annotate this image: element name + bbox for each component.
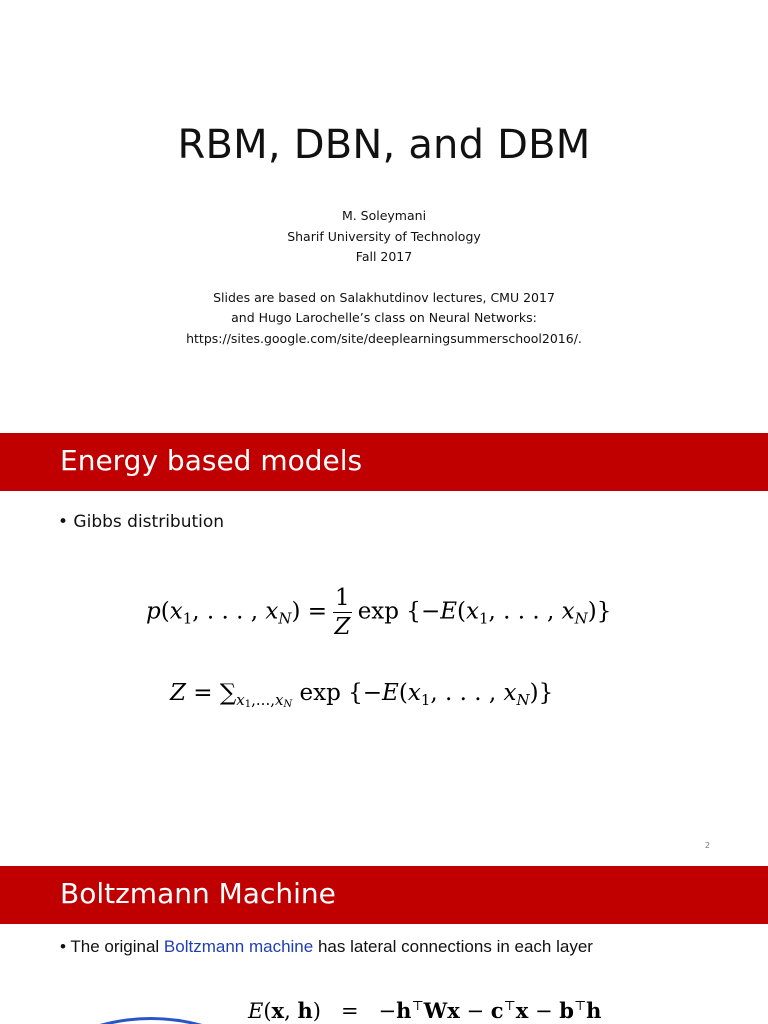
term-label: Fall 2017 xyxy=(355,249,413,264)
title-slide xyxy=(0,0,768,432)
bullet-boltzmann xyxy=(60,935,620,959)
boltzmann-machine-link[interactable]: Boltzmann machine xyxy=(163,937,314,956)
bullet-text: • The original xyxy=(60,937,164,956)
energy-models-slide xyxy=(0,432,768,865)
network-diagram-edge xyxy=(96,1015,206,1024)
institution-name: Sharif University of Technology xyxy=(287,228,481,244)
slide-number: 2 xyxy=(704,841,710,850)
slide-header-bar xyxy=(0,433,768,491)
author-name: M. Soleymani xyxy=(341,208,427,223)
title-slide-info xyxy=(0,206,768,349)
bullet-text: has lateral connections in each layer xyxy=(313,937,593,956)
energy-equation: E(x, h) = −h⊤Wx − c⊤x − b⊤h xyxy=(248,998,602,1023)
credits-url: https://sites.google.com/site/deeplearningsummerschool2016/. xyxy=(186,330,582,346)
boltzmann-machine-slide xyxy=(0,865,768,1024)
slide-header-bar xyxy=(0,866,768,924)
slide-title: Boltzmann Machine xyxy=(60,877,336,910)
credits-line-2: and Hugo Larochelle’s class on Neural Networks: xyxy=(231,310,537,325)
presentation-title: RBM, DBN, and DBM xyxy=(177,122,591,168)
bullet-gibbs: • Gibbs distribution xyxy=(58,512,225,532)
slide-title: Energy based models xyxy=(60,444,363,477)
gibbs-equation: $p(x_1$, . . . , $x_N$) = $\frac{1}{Z}$ $\exp \{-E(x_1$, . . . , $x_N$)} xyxy=(146,585,612,640)
partition-function-equation: $Z = \sum_{x1,...,xN}$ $\exp \{-E(x_1$, . . . , $x_N$)} xyxy=(170,680,554,710)
credits-line-1: Slides are based on Salakhutdinov lectures, CMU 2017 xyxy=(213,289,555,305)
